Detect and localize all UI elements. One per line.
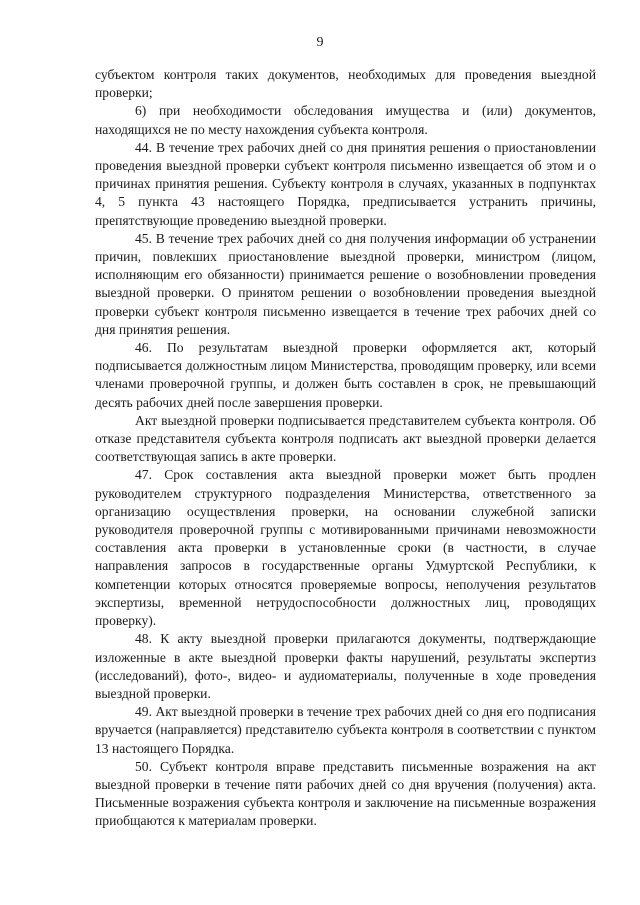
paragraph-47: 47. Срок составления акта выездной проверки может быть продлен руководителем структурного подразделения Министерства, ответственного за организацию осуществления проверки, на основании служебной записки руководителя проверочной группы с мотивированными причинами невозможности составления акта проверки в установленные сроки (в частности, в случае направления запросов в государственные органы Удмуртской Республики, к компетенции которых относятся проверяемые вопросы, неполучения результатов экспертизы, временной нетрудоспособности должностных лиц, проводящих проверку).	[95, 467, 596, 629]
paragraph-continuation: субъектом контроля таких документов, необходимых для проведения выездной проверки;	[95, 67, 596, 101]
paragraph-44: 44. В течение трех рабочих дней со дня принятия решения о приостановлении проведения выездной проверки субъект контроля письменно извещается об этом и о причинах принятия решения. Субъекту контроля в случаях, указанных в подпунктах 4, 5 пункта 43 настоящего Порядка, предписывается устранить причины, препятствующие проведению выездной проверки.	[95, 139, 596, 228]
document-body	[95, 66, 596, 831]
paragraph-item-6: 6) при необходимости обследования имущества и (или) документов, находящихся не по месту нахождения субъекта контроля.	[95, 103, 596, 137]
paragraph-48: 48. К акту выездной проверки прилагаются документы, подтверждающие изложенные в акте выездной проверки факты нарушений, результаты экспертиз (исследований), фото-, видео- и аудиоматериалы, полученные в ходе проведения выездной проверки.	[95, 631, 596, 701]
paragraph-45: 45. В течение трех рабочих дней со дня получения информации об устранении причин, повлекших приостановление выездной проверки, министром (лицом, исполняющим его обязанности) принимается решение о возобновлении проведения выездной проверки. О принятом решении о возобновлении проведения выездной проверки субъект контроля письменно извещается в течение трех рабочих дней со дня принятия решения.	[95, 230, 596, 337]
paragraph-50: 50. Субъект контроля вправе представить письменные возражения на акт выездной проверки в течение пяти рабочих дней со дня вручения (получения) акта. Письменные возражения субъекта контроля и заключение на письменные возражения приобщаются к материалам проверки.	[95, 758, 596, 829]
paragraph-46-signature: Акт выездной проверки подписывается представителем субъекта контроля. Об отказе представителя субъекта контроля подписать акт выездной проверки делается соответствующая запись в акте проверки.	[95, 412, 596, 465]
paragraph-49: 49. Акт выездной проверки в течение трех рабочих дней со дня его подписания вручается (направляется) представителю субъекта контроля в соответствии с пунктом 13 настоящего Порядка.	[95, 704, 596, 756]
paragraph-46: 46. По результатам выездной проверки оформляется акт, который подписывается должностным лицом Министерства, проводящим проверку, или всеми членами проверочной группы, и должен быть составлен в срок, не превышающий десять рабочих дней после завершения проверки.	[95, 340, 596, 410]
page-number: 9	[316, 35, 324, 50]
